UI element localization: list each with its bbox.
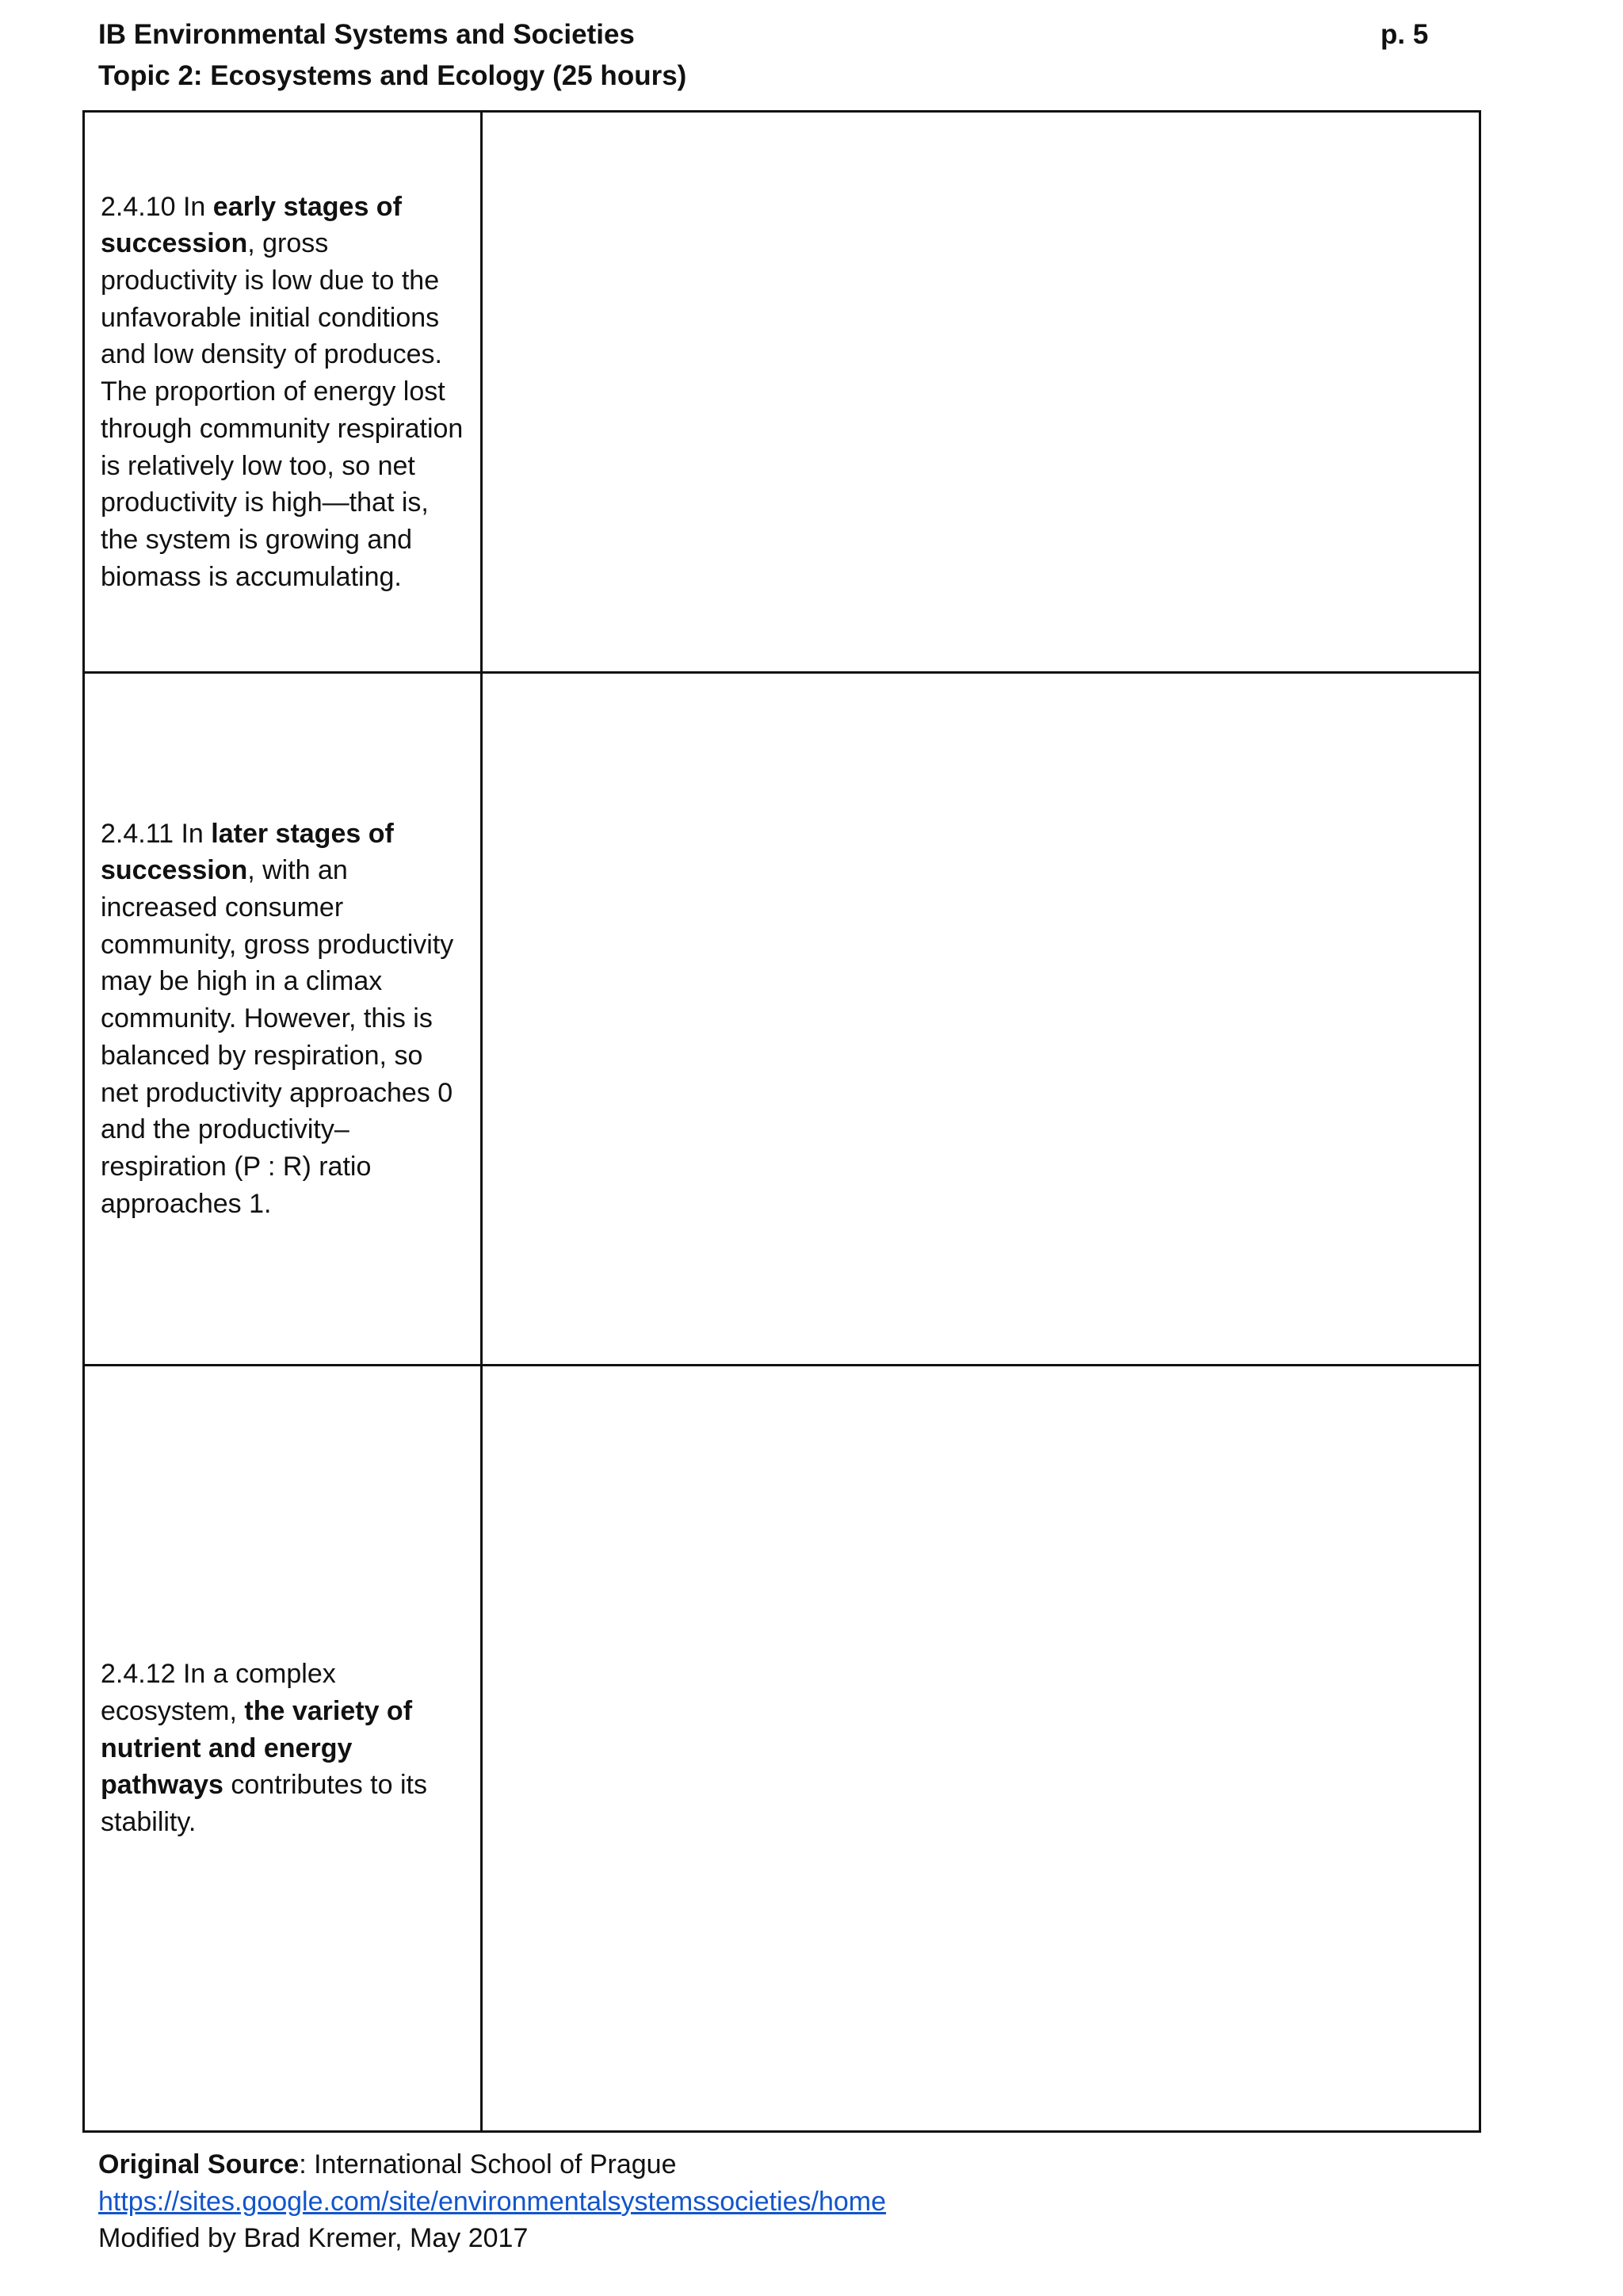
modified-by: Modified by Brad Kremer, May 2017 [98, 2223, 529, 2253]
objectives-table [82, 110, 1481, 2133]
objective-cell [84, 112, 482, 673]
page-number: p. 5 [1381, 19, 1429, 50]
objective-segment: 2.4.11 In [101, 818, 212, 849]
table-row [84, 673, 1480, 1366]
source-link[interactable]: https://sites.google.com/site/environmentalsystemssocieties/home [98, 2186, 887, 2217]
topic-title: Topic 2: Ecosystems and Ecology (25 hours) [98, 60, 687, 91]
objective-cell [84, 1366, 482, 2132]
objective-cell [84, 673, 482, 1366]
table-row [84, 1366, 1480, 2132]
answer-cell[interactable] [482, 1366, 1480, 2132]
document-header [98, 14, 686, 97]
objective-segment: , with an increased consumer community, gross productivity may be high in a climax community. However, this is balanced by respiration, so net productivity approaches 0 and the productivity–respiration (P : R) ratio approaches 1. [101, 855, 454, 1219]
answer-cell[interactable] [482, 673, 1480, 1366]
objective-segment: , gross productivity is low due to the unfavorable initial conditions and low density of produces. The proportion of energy lost through community respiration is relatively low too, so net productivity is high—that is, the system is growing and biomass is accumulating. [101, 228, 464, 592]
objective-keyterm: early stages of succession [101, 191, 402, 259]
objective-keyterm: the variety of nutrient and energy pathways [101, 1695, 413, 1801]
objective-segment: contributes to its stability. [101, 1770, 427, 1838]
objective-segment: 2.4.10 In [101, 191, 213, 222]
course-title: IB Environmental Systems and Societies [98, 19, 635, 50]
objective-text [85, 1656, 480, 1841]
source-label: Original Source [98, 2149, 300, 2179]
objective-segment: 2.4.12 In a complex ecosystem, [101, 1659, 336, 1726]
answer-cell[interactable] [482, 112, 1480, 673]
objective-text [85, 189, 480, 596]
source-text: : International School of Prague [299, 2149, 677, 2179]
source-line [98, 2146, 886, 2183]
objective-keyterm: later stages of succession [101, 818, 394, 886]
document-footer [98, 2146, 886, 2257]
objective-text [85, 816, 480, 1223]
table-row [84, 112, 1480, 673]
